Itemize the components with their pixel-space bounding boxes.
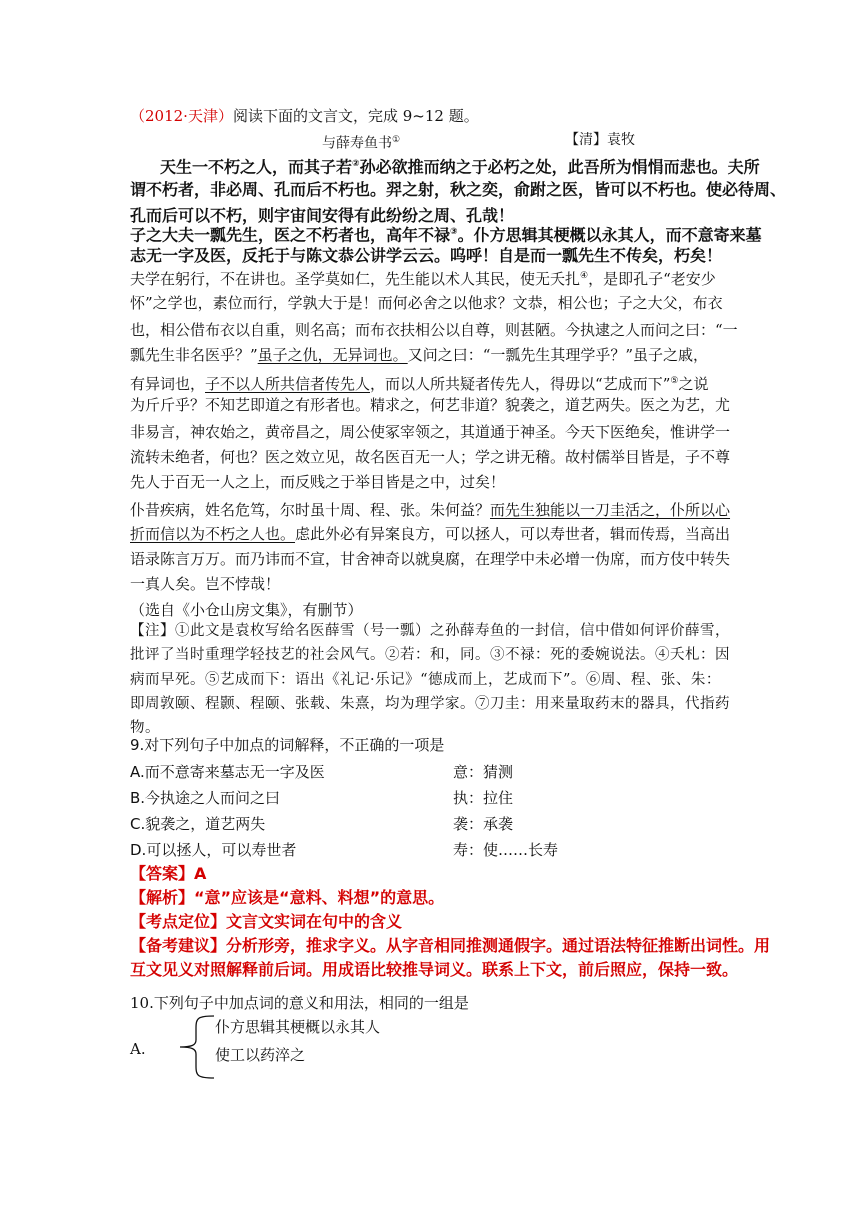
exam-instruction: 阅读下面的文言文，完成 9~12 题。 [232,107,479,125]
para3-seg: 瓢先生非名医乎？” [130,346,258,364]
para3-line-1 [130,266,716,289]
point-line [130,912,402,932]
exam-source: （2012·天津） [130,107,233,125]
point-label: 【考点定位】 [130,912,227,931]
para4-seg: 虑此外必有异案良方，可以拯人，可以寿世者，辑而传焉，当高出 [295,525,731,543]
note-line-3: 病而早死。⑤艺成而下：语出《礼记·乐记》“德成而上，艺成而下”。⑥周、程、张、朱： [130,672,721,688]
note-mark: ④ [580,271,589,281]
underlined-sentence: 虽子之仇，无异词也。 [257,346,408,364]
para2-seg: 。仆方思辑其梗概以永其人，而不意寄来墓 [457,225,762,245]
para4-line-2 [130,524,730,544]
answer-line [130,864,206,884]
advice-text: 分析形旁，推求字义。从字音相同推测通假字。通过语法特征推断出词性。用 [226,936,771,955]
para1-seg: 天生一不朽之人，而其子若 [160,157,353,177]
q10-line-2: 使工以药淬之 [215,1046,306,1064]
para4-line-3: 语录陈言万万。而乃讳而不宣，甘舍神奇以就臭腐，在理学中未必增一伪席，而方伎中转失 [130,550,731,568]
analysis-label: 【解析】 [130,888,195,907]
source-note: （选自《小仓山房文集》，有删节） [130,601,363,619]
note-line-2: 批评了当时重理学轻技艺的社会风气。②若：和，同。③不禄：死的委婉说法。④夭札：因 [130,647,730,663]
underlined-sentence: 子不以人所共信者传先人 [205,375,371,393]
para3-line-6: 为斤斤乎？不知艺即道之有形者也。精求之，何艺非道？貌袭之，道艺两失。医之为艺，尤 [130,396,731,414]
q9-option-d: D.可以拯人，可以寿世者 [130,841,297,859]
para3-seg: 夫学在躬行，不在讲也。圣学莫如仁，先生能以术人其民，使无夭扎 [130,270,581,288]
note-mark: ② [352,159,360,169]
q9-gloss-b: 执：拉住 [453,789,514,807]
para2-line-2: 志无一字及医，反托于与陈文恭公讲学云云。呜呼！自是而一瓢先生不传矣，朽矣！ [130,246,723,265]
q10-line-1: 仆方思辑其梗概以永其人 [215,1018,381,1036]
point-text: 文言文实词在句中的含义 [226,912,403,931]
para3-line-4 [130,345,708,365]
para3-line-7: 非易言，神农始之，黄帝昌之，周公使冢宰领之，其道通于神圣。今天下医绝矣，惟讲学一 [130,423,731,441]
underlined-sentence: 而先生独能以一刀圭活之，仆所以心 [490,501,731,519]
para2-line-1 [130,222,762,245]
para3-line-3: 也，相公借布衣以自重，则名高；而布衣扶相公以自尊，则甚陋。今执逮之人而问之曰：“一 [130,321,738,339]
para1-seg: 孙必欲推而纳之于必朽之处，此吾所为悁悁而悲也。夫所 [359,157,760,177]
exam-header [130,106,479,126]
brace-icon [176,1014,216,1080]
q9-stem: 9.对下列句子中加点的词解释，不正确的一项是 [130,736,445,754]
para3-seg: 之说 [678,375,709,393]
para1-line-2: 谓不朽者，非必周、孔而后不朽也。羿之射，秋之奕，俞跗之医，皆可以不朽也。使必待周、 [130,180,787,199]
para4-seg: 仆昔疾病，姓名危笃，尔时虽十周、程、张。朱何益？ [130,501,491,519]
para4-line-4: 一真人矣。岂不悖哉！ [130,575,281,593]
answer-value: A [194,864,207,883]
q9-option-c: C.貌袭之，道艺两失 [130,815,266,833]
para3-line-9: 先人于百无一人之上，而反贱之于举目皆是之中，过矣！ [130,473,506,491]
note-line-1: 【注】①此文是袁枚写给名医薛雪（号一瓢）之孙薛寿鱼的一封信，信中借如何评价薛雪， [130,623,730,639]
title-note-mark: ① [392,135,401,145]
underlined-sentence: 折而信以为不朽之人也。 [130,525,296,543]
q9-gloss-a: 意：猜测 [453,763,514,781]
q9-gloss-d: 寿：使……长寿 [453,841,559,859]
note-line-5: 物。 [130,720,160,736]
para3-line-8: 流转未绝者，何也？医之效立见，故名医百无一人；学之讲无稽。故村儒举目皆是，子不尊 [130,448,731,466]
note-mark: ⑤ [670,376,679,386]
para3-line-5 [130,371,708,394]
para3-seg: ，是即孔子“老安少 [588,270,716,288]
q9-option-a: A.而不意寄来墓志无一字及医 [130,763,325,781]
passage-title [322,130,400,154]
para1-line-1 [160,154,760,177]
q9-gloss-c: 袭：承袭 [453,815,514,833]
advice-line-1 [130,936,770,956]
q9-option-b: B.今执途之人而问之曰 [130,789,281,807]
para3-seg: ，而以人所共疑者传先人，得毋以“艺成而下” [370,375,671,393]
para3-seg: 有异词也， [130,375,206,393]
analysis-line [130,888,444,908]
advice-line-2: 互文见义对照解释前后词。用成语比较推导词义。联系上下文，前后照应，保持一致。 [130,960,739,979]
para2-seg: 子之大夫一瓢先生，医之不朽者也，高年不禄 [130,225,451,245]
answer-label: 【答案】 [130,864,195,883]
para3-line-2: 怀”之学也，素位而行，学孰大于是！而何必舍之以他求？文恭，相公也；子之大父，布衣 [130,294,723,312]
q10-option-a: A. [130,1040,146,1058]
q10-stem: 10.下列句子中加点词的意义和用法，相同的一组是 [130,994,469,1012]
note-mark: ③ [450,227,458,237]
analysis-text: “意”应该是“意料、料想”的意思。 [194,888,445,907]
passage-author: 【清】袁牧 [565,132,635,148]
para4-line-1 [130,500,730,520]
para1-line-3: 孔而后可以不朽，则宇宙间安得有此纷纷之周、孔哉！ [130,206,515,225]
note-line-4: 即周敦颐、程颢、程颐、张载、朱熹，均为理学家。⑦刀圭：用来量取药末的器具，代指药 [130,696,730,712]
para3-seg: 又问之曰：“一瓢先生其理学乎？”虽子之戚， [407,346,709,364]
title-text: 与薛寿鱼书 [322,135,392,152]
advice-label: 【备考建议】 [130,936,227,955]
